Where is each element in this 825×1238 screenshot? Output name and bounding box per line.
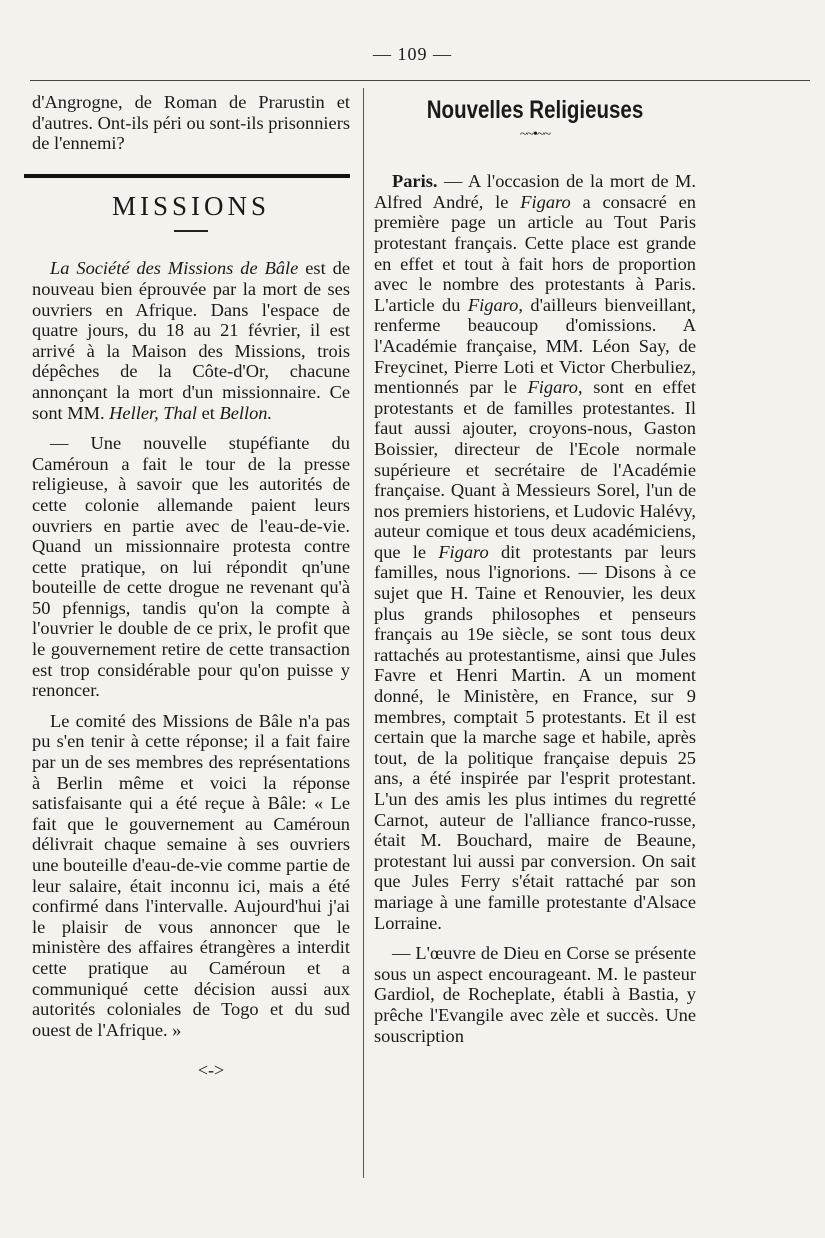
news-paragraph-1: Paris. — A l'occasion de la mort de M. Alfred André, le Figaro a consacré en première page un article au Tout Paris protestant français. Cette place est grande en effet et tout à fait hors de proportion avec le nombre des protestants à Paris. L'article du Figaro, d'ailleurs bienveillant, renferme beaucoup d'omissions. A l'Académie française, MM. Léon Say, de Freycinet, Pierre Loti et Victor Cherbuliez, mentionnés par le Figaro, sont en effet protestants et de familles protestantes. Il faut aussi ajouter, croyons-nous, Gaston Boissier, directeur de l'Ecole normale supérieure et secrétaire de l'Académie française. Quant à Messieurs Sorel, l'un de nos premiers historiens, et Ludovic Halévy, auteur comique et tous deux académiciens, que le Figaro dit protestants par leurs familles, nous l'ignorions. — Disons à ce sujet que H. Taine et Renouvier, les deux plus grands philosophes et penseurs français au 19e siècle, se sont tous deux rattachés au protestantisme, ainsi que Jules Favre et Henri Martin. A un moment donné, le Ministère, en France, sur 9 membres, comptait 5 protestants. Et il est certain que la marche sage et habile, après tout, de la politique française depuis 25 ans, a été inspirée par l'esprit protestant. L'un des amis les plus intimes du regretté Carnot, auteur de l'alliance franco-russe, était M. Bouchard, maire de Beaune, protestant lui aussi par conversion. On sait que Jules Ferry s'était rattaché par son mariage à une famille protestante d'Alsace Lorraine.	[374, 171, 696, 933]
heading-dash	[174, 230, 208, 232]
right-column	[374, 92, 696, 1046]
missionary-names: Heller, Thal	[109, 402, 198, 423]
missionary-last-name: Bellon.	[219, 402, 273, 423]
missions-paragraph-1: La Société des Missions de Bâle est de nouveau bien éprouvée par la mort de ses ouvriers en Afrique. Dans l'espace de quatre jours, du 18 au 21 février, il est arrivé à la Maison des Missions, trois dépêches de la Côte-d'Or, chacune annonçant la mort d'un missionnaire. Ce sont MM. Heller, Thal et Bellon.	[32, 258, 351, 423]
missions-paragraph-3: Le comité des Missions de Bâle n'a pas pu s'en tenir à cette réponse; il a fait faire par un de ses membres des représentations à Berlin même et voici la réponse satisfaisante qui a été reçue à Bâle: « Le fait que le gouvernement au Caméroun délivrait chaque semaine à ses ouvriers une bouteille d'eau-de-vie comme partie de leur salaire, était inconnu ici, mais a été confirmé dans l'intervalle. Aujourd'hui j'ai le plaisir de vous annoncer que le ministère des affaires étrangères a interdit cette pratique au Caméroun et a communiqué cette décision aussi aux autorités coloniales de Togo et du sud ouest de l'Afrique. »	[32, 710, 350, 1040]
society-name: La Société des Missions de Bâle	[50, 258, 299, 279]
heading-ornament: ~~•~~	[519, 126, 551, 142]
news-heading: Nouvelles Religieuses	[426, 96, 644, 124]
section-rule	[24, 174, 350, 178]
news-paragraph-2: — L'œuvre de Dieu en Corse se présente sous un aspect encourageant. M. le pasteur Gardiol, de Rocheplate, établi à Bastia, y prêche l'Evangile avec zèle et succès. Une souscription	[374, 943, 696, 1046]
city-label: Paris.	[392, 171, 438, 192]
left-column	[32, 92, 350, 1081]
column-divider	[363, 88, 364, 1178]
end-ornament: <‑>	[197, 1060, 225, 1081]
missions-paragraph-2: — Une nouvelle stupéfiante du Caméroun a fait le tour de la presse religieuse, à savoir que les autorités de cette colonie allemande paient leurs ouvriers en partie avec de l'eau-de-vie. Quand un missionnaire protesta contre cette pratique, on lui répondit qn'une bouteille de cette drogue ne revenant qu'à 50 pfennigs, tandis qu'on la compte à l'ouvrier le double de ce prix, le profit que le gouvernement retire de cette transaction est trop considérable pour qu'on puisse y renoncer.	[32, 433, 350, 701]
missions-heading: MISSIONS	[111, 190, 271, 221]
page-number: — 109 —	[373, 44, 452, 64]
continuation-paragraph: d'Angrogne, de Roman de Prarustin et d'autres. Ont-ils péri ou sont-ils prisonniers de l'ennemi?	[32, 92, 350, 154]
header-rule	[30, 80, 810, 81]
